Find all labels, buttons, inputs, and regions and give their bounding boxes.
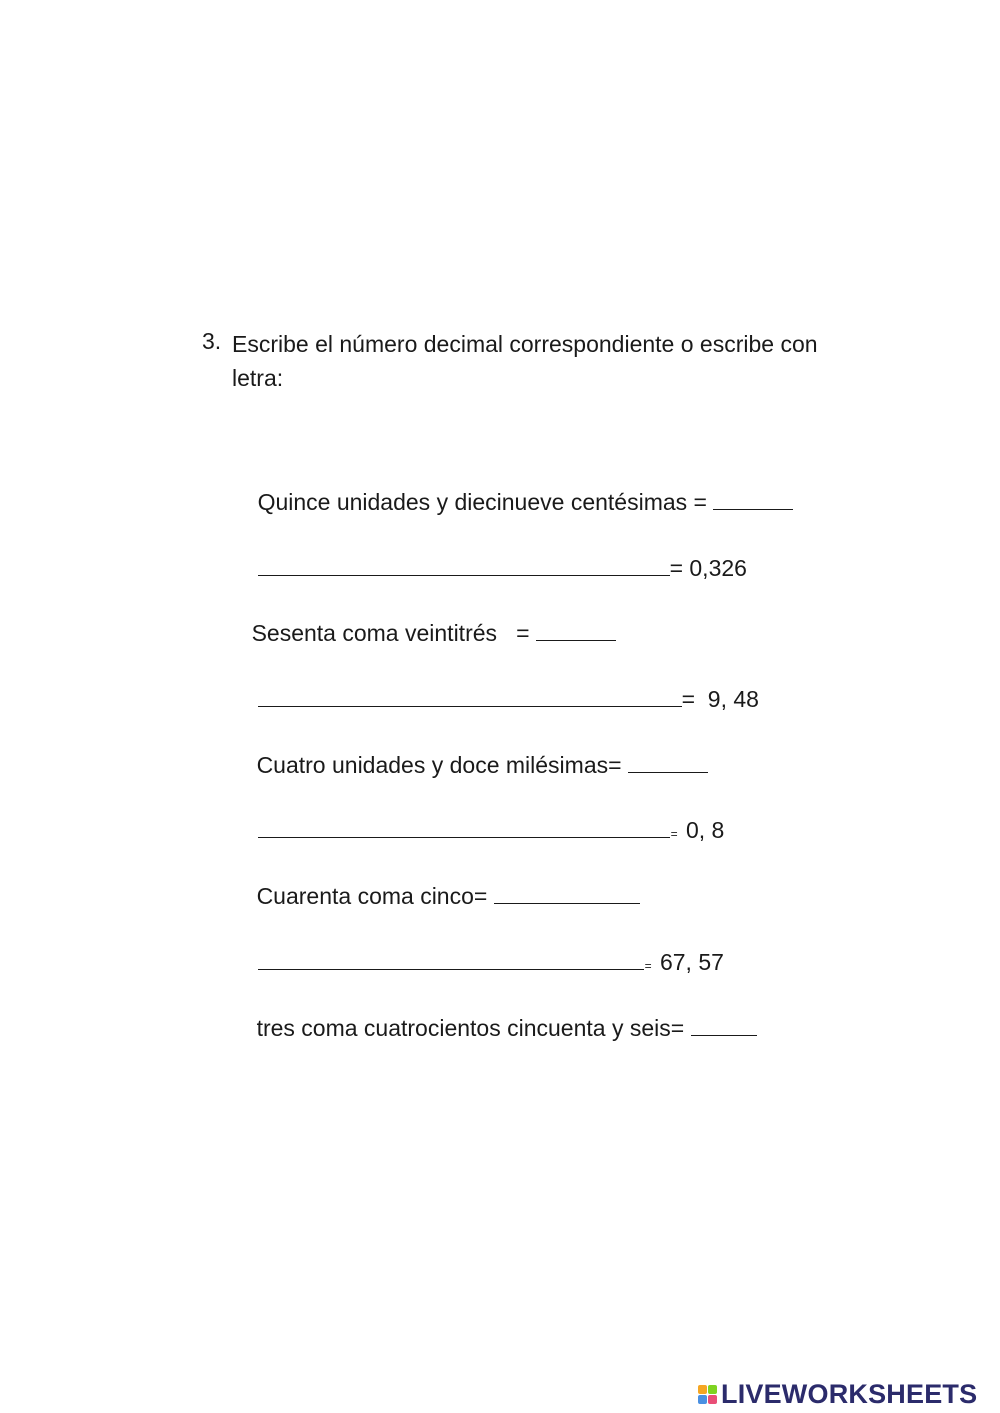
answer-blank[interactable] xyxy=(628,752,708,773)
answer-blank[interactable] xyxy=(536,620,616,641)
exercise-text: 0, 8 xyxy=(679,817,725,843)
exercise-text: Cuatro unidades y doce milésimas= xyxy=(256,752,628,778)
exercise-text: Quince unidades y diecinueve centésimas = xyxy=(257,489,714,515)
exercise-text: tres coma cuatrocientos cincuenta y seis= xyxy=(256,1015,691,1041)
question-prompt: Escribe el número decimal correspondiente o escribe con letra: xyxy=(232,331,818,391)
logo-text: LIVEWORKSHEETS xyxy=(721,1378,978,1409)
question-number: 3. xyxy=(202,328,222,354)
answer-blank[interactable] xyxy=(258,555,670,576)
exercise-line-9 xyxy=(231,983,757,1073)
answer-blank[interactable] xyxy=(713,489,793,510)
exercise-text: 67, 57 xyxy=(653,949,724,975)
answer-blank[interactable] xyxy=(258,817,670,838)
exercise-text: Sesenta coma veintitrés = xyxy=(251,620,537,646)
answer-blank[interactable] xyxy=(691,1015,757,1036)
liveworksheets-logo xyxy=(698,1377,977,1411)
exercise-text: = 0,326 xyxy=(669,555,747,581)
exercise-text: = 9, 48 xyxy=(681,686,759,712)
equals-sign: = xyxy=(670,827,678,841)
answer-blank[interactable] xyxy=(258,949,644,970)
answer-blank[interactable] xyxy=(258,686,682,707)
equals-sign: = xyxy=(644,959,652,973)
logo-icon xyxy=(698,1385,717,1404)
answer-blank[interactable] xyxy=(494,883,640,904)
exercise-text: Cuarenta coma cinco= xyxy=(256,883,494,909)
